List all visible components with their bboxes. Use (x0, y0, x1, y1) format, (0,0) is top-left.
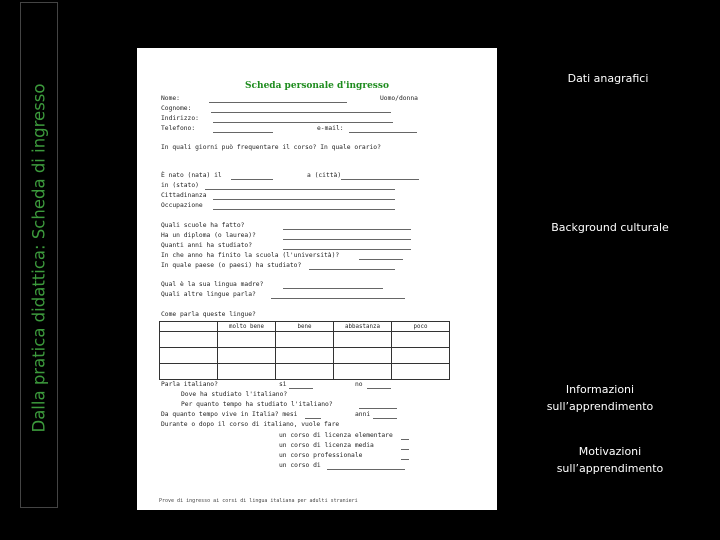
option-professionale: un corso professionale (279, 452, 363, 459)
durante-question: Durante o dopo il corso di italiano, vuole fare (161, 421, 340, 428)
label-dati-anagrafici: Dati anagrafici (567, 72, 649, 85)
come-question: Come parla queste lingue? (161, 311, 256, 318)
languages-table (159, 321, 450, 380)
paese-question: In quale paese (o paesi) ha studiato? (161, 262, 302, 269)
cittadinanza-label: Cittadinanza (161, 192, 207, 199)
diploma-question: Ha un diploma (o laurea)? (161, 232, 256, 239)
giorni-question: In quali giorni può frequentare il corso? In quale orario? (161, 144, 381, 151)
vertical-title: Dalla pratica didattica: Scheda di ingresso (29, 83, 49, 433)
dove-question: Dove ha studiato l'italiano? (181, 391, 288, 398)
occupazione-label: Occupazione (161, 202, 203, 209)
no-label: no (355, 381, 363, 388)
form-footer: Prove di ingresso ai corsi di lingua italiana per adulti stranieri (159, 498, 358, 504)
scuole-question: Quali scuole ha fatto? (161, 222, 245, 229)
citta-label: a (città) (307, 172, 342, 179)
table-header: poco (392, 322, 450, 332)
table-header (160, 322, 218, 332)
label-motivazioni: Motivazioni sull’apprendimento (556, 445, 664, 475)
telefono-label: Telefono: (161, 125, 196, 132)
email-label: e-mail: (317, 125, 344, 132)
nato-label: È nato (nata) il (161, 172, 222, 179)
stato-label: in (stato) (161, 182, 199, 189)
anni-label: anni (355, 411, 371, 418)
parla-question: Parla italiano? (161, 381, 218, 388)
table-header: molto bene (218, 322, 276, 332)
option-licenza-media: un corso di licenza media (279, 442, 374, 449)
daquanto-question: Da quanto tempo vive in Italia? mesi (161, 411, 298, 418)
cognome-label: Cognome: (161, 105, 192, 112)
altre-question: Quali altre lingue parla? (161, 291, 256, 298)
nome-label: Nome: (161, 95, 180, 102)
table-row (160, 332, 450, 348)
table-row (160, 348, 450, 364)
gender-label: Uomo/donna (380, 95, 418, 102)
form-document (137, 48, 497, 510)
finito-question: In che anno ha finito la scuola (l'università)? (161, 252, 340, 259)
madre-question: Qual è la sua lingua madre? (161, 281, 264, 288)
perquanto-question: Per quanto tempo ha studiato l'italiano? (181, 401, 333, 408)
label-background-culturale: Background culturale (551, 221, 669, 234)
anni-question: Quanti anni ha studiato? (161, 242, 252, 249)
si-label: sì (279, 381, 287, 388)
label-informazioni: Informazioni sull’apprendimento (546, 383, 654, 413)
table-header: bene (276, 322, 334, 332)
form-title: Scheda personale d'ingresso (245, 81, 389, 91)
table-header: abbastanza (334, 322, 392, 332)
option-licenza-elementare: un corso di licenza elementare (279, 432, 393, 439)
table-row (160, 364, 450, 380)
indirizzo-label: Indirizzo: (161, 115, 199, 122)
option-altro: un corso di (279, 462, 321, 469)
